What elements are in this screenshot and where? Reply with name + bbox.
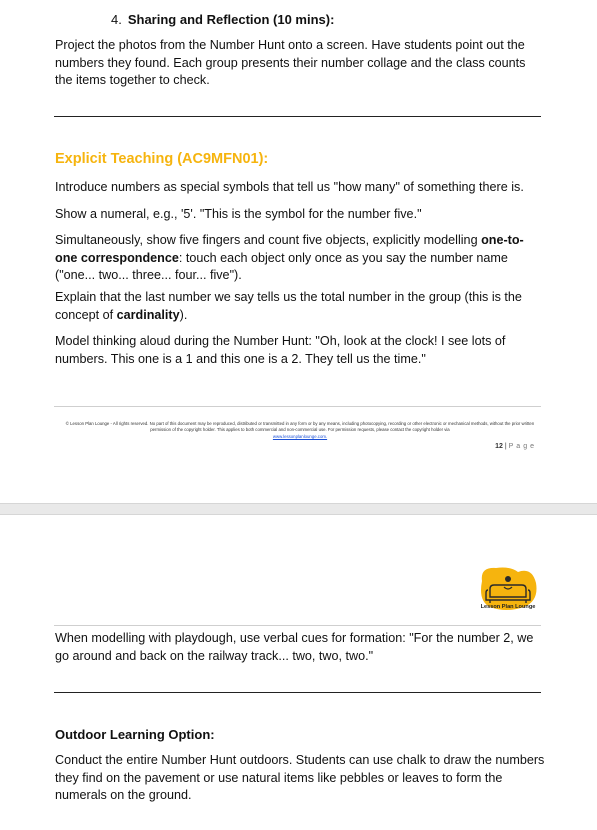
paragraph-cardinality <box>55 289 545 324</box>
text-run: : touch each object only once as you say the number name ("one... two... three... four... five"). <box>55 250 508 282</box>
footer-divider <box>54 406 541 407</box>
text-run: Simultaneously, show five fingers and count five objects, explicitly modelling <box>55 233 482 247</box>
header-divider <box>54 625 541 626</box>
page-gap <box>0 503 597 515</box>
section-divider <box>54 692 541 693</box>
page-word: Page <box>508 443 537 450</box>
paragraph-one-to-one <box>55 232 545 285</box>
text-run: Explain that the last number we say tells us the total number in the group (this is the concept of <box>55 290 522 322</box>
page-number-value: 12 <box>495 443 503 450</box>
page-number <box>495 443 537 450</box>
paragraph-think-aloud: Model thinking aloud during the Number Hunt: "Oh, look at the clock! I see lots of numbers. This one is a 1 and this one is a 2. They tell us the time." <box>55 334 506 366</box>
paragraph-show-numeral: Show a numeral, e.g., '5'. "This is the symbol for the number five." <box>55 207 422 221</box>
step-paragraph: Project the photos from the Number Hunt onto a screen. Have students point out the numbers they found. Each group presents their number collage and the class counts the items together to check. <box>55 38 526 87</box>
section-divider <box>54 116 541 117</box>
step-number: 4. <box>111 12 122 27</box>
bold-term-one-to-one: one-to-one correspondence <box>55 233 524 265</box>
copyright-notice: © Lesson Plan Lounge - All rights reserved. No part of this document may be reproduced, distributed or transmitted in any form or by any means, including photocopying, recording or other electronic or mechanical methods, without the prior written permission of the copyright holder. This applies to both commercial and non-commercial use. For permission requests, please contact the copyright holder via <box>65 421 535 432</box>
text-run: ). <box>179 307 188 322</box>
bold-term-cardinality: cardinality <box>116 307 180 322</box>
outdoor-learning-heading: Outdoor Learning Option: <box>55 727 215 742</box>
paragraph-introduce-numbers: Introduce numbers as special symbols that tell us "how many" of something there is. <box>55 180 524 194</box>
logo-wordmark: Lesson Plan Lounge <box>480 604 536 610</box>
paragraph-playdough: When modelling with playdough, use verbal cues for formation: "For the number 2, we go around and back on the railway track... two, two, two." <box>55 631 534 663</box>
document-page-13 <box>0 515 597 830</box>
step-heading <box>111 12 334 27</box>
paragraph-outdoor: Conduct the entire Number Hunt outdoors. Students can use chalk to draw the numbers they find on the pavement or use natural items like pebbles or leaves to form the numerals on the ground. <box>55 753 545 802</box>
website-link[interactable]: www.lessonplanlounge.com. <box>272 434 328 439</box>
step-title: Sharing and Reflection (10 mins): <box>127 12 335 27</box>
page-number-separator: | <box>504 443 507 450</box>
explicit-teaching-heading: Explicit Teaching (AC9MFN01): <box>55 151 269 167</box>
